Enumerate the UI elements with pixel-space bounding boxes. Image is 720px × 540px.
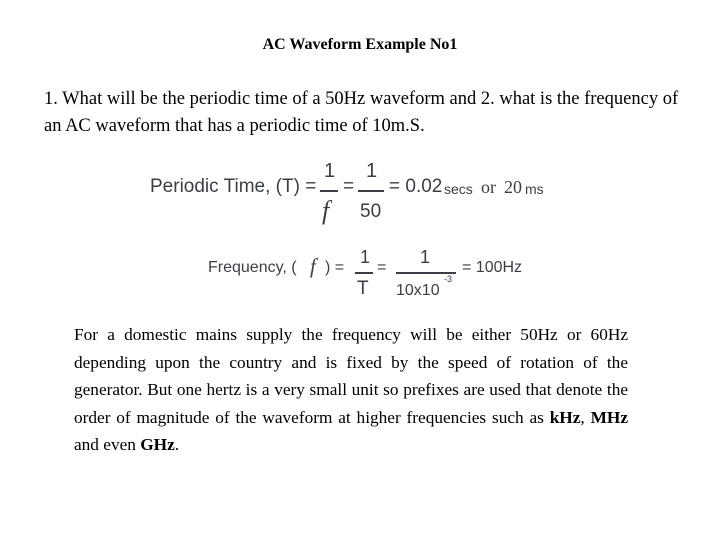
equals-sign: = — [343, 176, 355, 197]
frequency-result: = 100Hz — [462, 259, 523, 276]
exponent: -3 — [444, 274, 453, 284]
and-even-text: and even — [74, 435, 141, 454]
frequency-lhs-b: ) = — [325, 259, 345, 276]
fraction-denominator: 50 — [360, 201, 382, 222]
paragraph-text: For a domestic mains supply the frequency will be either 50Hz or 60Hz depending upon the country and is fixed by the speed of rotation of the generator. But one hertz is a very small unit so prefixes are used that denote the order of magnitude of the waveform at higher frequencies such as — [74, 325, 628, 427]
periodic-time-lhs: Periodic Time, (T) = — [150, 176, 317, 197]
frequency-f-symbol: f — [310, 254, 316, 278]
periodic-time-alt: 20 — [504, 177, 522, 197]
fraction-bar — [320, 190, 338, 192]
periodic-time-result: = 0.02 — [389, 176, 443, 197]
fraction-denominator-T: T — [357, 278, 369, 299]
fraction-bar — [355, 272, 373, 274]
equals-sign: = — [377, 259, 387, 276]
mhz-term: MHz — [590, 407, 628, 427]
fraction-numerator: 1 — [420, 247, 431, 267]
fraction-numerator: 1 — [360, 247, 371, 267]
paragraph-end: . — [174, 435, 180, 454]
fraction-bar — [358, 190, 384, 192]
question-text: 1. What will be the periodic time of a 50Hz waveform and 2. what is the frequency of an AC waveform that has a periodic time of 10m.S. — [44, 89, 679, 136]
unit-ms: ms — [525, 181, 544, 197]
khz-term: kHz — [549, 407, 581, 427]
unit-secs: secs — [444, 181, 473, 197]
fraction-numerator: 1 — [366, 160, 378, 182]
mains-supply-paragraph — [74, 321, 628, 459]
separator: , — [580, 407, 591, 427]
or-word: or — [481, 177, 496, 197]
fraction-denominator-f: f — [322, 196, 330, 225]
page-title: AC Waveform Example No1 — [262, 36, 458, 53]
fraction-denominator: 10x10 — [396, 282, 440, 299]
fraction-numerator: 1 — [324, 160, 336, 182]
ghz-term: GHz — [140, 435, 175, 454]
frequency-lhs-a: Frequency, ( — [208, 259, 297, 276]
